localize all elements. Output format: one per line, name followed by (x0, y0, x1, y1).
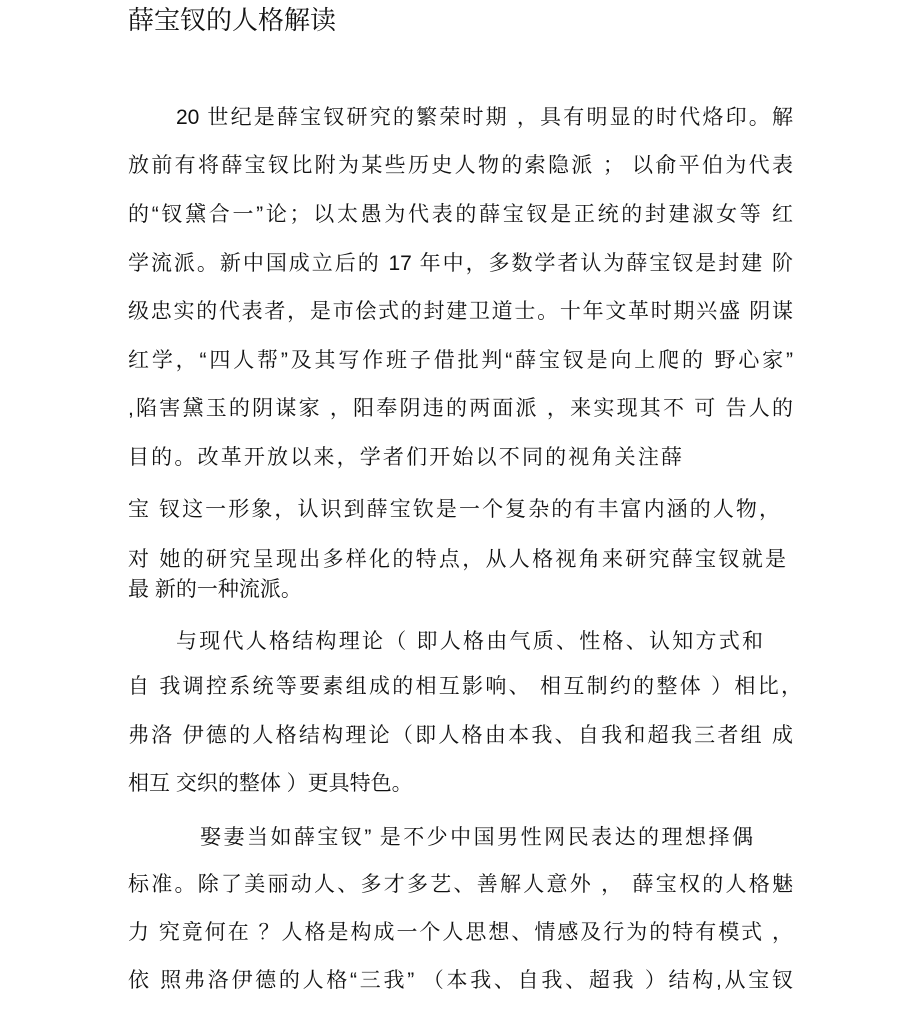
paragraph-line: ,陷害黛玉的阴谋家 ，阳奉阴违的两面派 ，来实现其不 可 告人的 (128, 397, 793, 420)
paragraph-line: 红学，“四人帮”及其写作班子借批判“薛宝钗是向上爬的 野心家” (128, 349, 793, 372)
paragraph-line: 目的。改革开放以来，学者们开始以不同的视角关注薛 (128, 446, 682, 469)
paragraph-line: 依 照弗洛伊德的人格“三我” （本我、自我、超我 ）结构,从宝钗 (128, 969, 793, 992)
paragraph-line: 弗洛 伊德的人格结构理论（即人格由本我、自我和超我三者组 成 (128, 724, 793, 747)
paragraph-line: 放前有将薛宝钗比附为某些历史人物的索隐派 ； 以俞平伯为代表 (128, 154, 793, 177)
paragraph-line: 对 她的研究呈现出多样化的特点，从人格视角来研究薛宝钗就是 (128, 548, 786, 571)
paragraph-line: 级忠实的代表者，是市侩式的封建卫道士。十年文革时期兴盛 阴谋 (128, 300, 793, 323)
paragraph-line: 的“钗黛合一”论；以太愚为代表的薛宝钗是正统的封建淑女等 红 (128, 203, 793, 226)
paragraph-line: 相互 交织的整体 ）更具特色。 (128, 772, 413, 795)
paragraph-line: 标准。除了美丽动人、多才多艺、善解人意外 ， 薛宝权的人格魅 (128, 873, 793, 896)
paragraph-line: 最 新的一种流派。 (128, 578, 302, 601)
paragraph-line: 与现代人格结构理论（ 即人格由气质、性格、认知方式和 (176, 630, 763, 653)
paragraph-line: 学流派。新中国成立后的 17 年中，多数学者认为薛宝钗是封建 阶 (128, 252, 793, 275)
paragraph-line: 娶妻当如薛宝钗” 是不少中国男性网民表达的理想择偶 (200, 826, 753, 849)
paragraph-line: 自 我调控系统等要素组成的相互影响、 相互制约的整体 ）相比， (128, 675, 802, 698)
document-title: 薛宝钗的人格解读 (128, 5, 337, 35)
paragraph-line: 力 究竟何在 ？人格是构成一个人思想、情感及行为的特有模式 ， (128, 921, 793, 944)
paragraph-line: 20 世纪是薛宝钗研究的繁荣时期 ，具有明显的时代烙印。解 (176, 106, 793, 129)
paragraph-line: 宝 钗这一形象，认识到薛宝钦是一个复杂的有丰富内涵的人物， (128, 498, 780, 521)
